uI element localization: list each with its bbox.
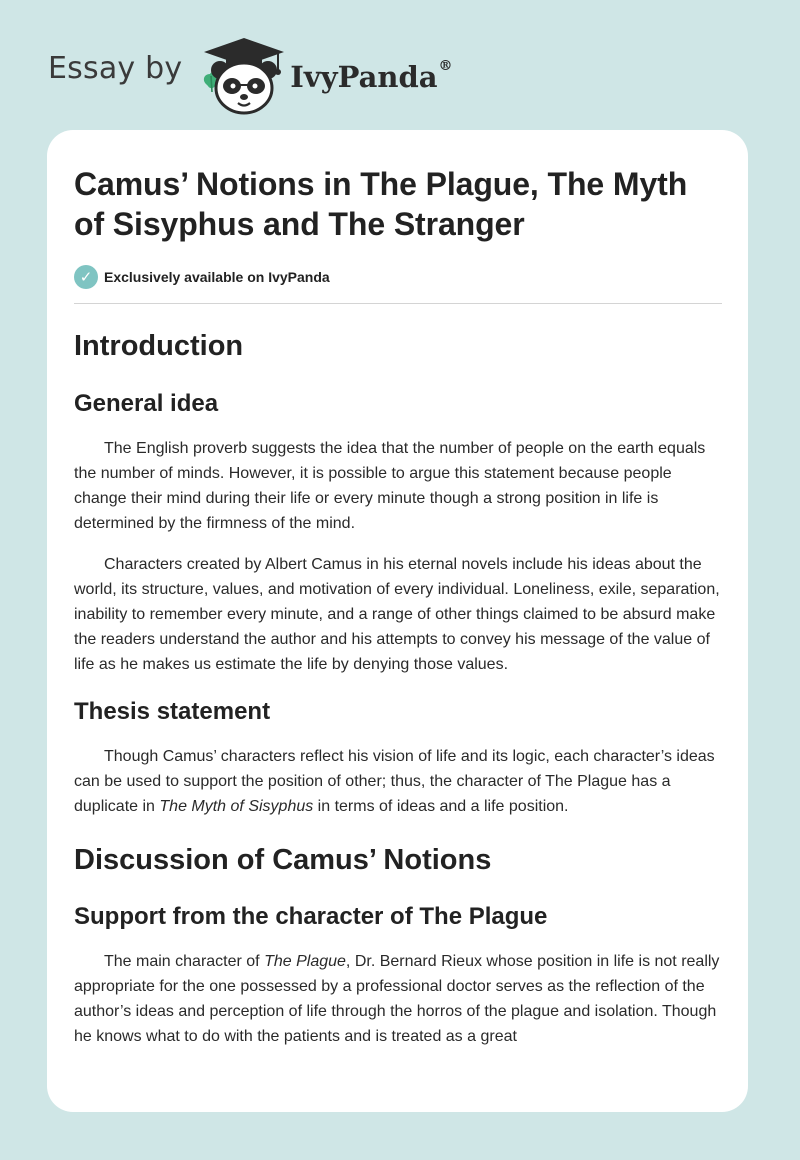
heading-introduction: Introduction bbox=[74, 330, 244, 362]
heading-support-plague: Support from the character of The Plague bbox=[74, 903, 548, 930]
exclusive-label: Exclusively available on IvyPanda bbox=[104, 269, 330, 285]
article-title: Camus’ Notions in The Plague, The Myth of Sisyphus and The Stranger bbox=[74, 166, 688, 242]
paragraph-2: Characters created by Albert Camus in his eternal novels include his ideas about the world, its structure, values, and motivation of every individual. Loneliness, exile, separation, inability to remember every minute, and a range of other things claimed to be absurd make the readers understand the author and his attempts to convey his message of the value of life as he makes us estimate the life by denying those values. bbox=[74, 556, 720, 673]
article-card bbox=[47, 130, 748, 1112]
heading-thesis-statement: Thesis statement bbox=[74, 698, 271, 725]
divider bbox=[74, 303, 722, 304]
brand-name[interactable]: IvyPanda® bbox=[290, 58, 453, 94]
site-header bbox=[48, 30, 548, 120]
paragraph-3: Though Camus’ characters reflect his vision of life and its logic, each character’s ideas can be used to support the position of other; thus, the character of The Plague has a duplicate in The Myth of Sisyphus in terms of ideas and a life position. bbox=[74, 748, 715, 815]
essay-by-label: Essay by bbox=[48, 50, 183, 86]
check-icon: ✓ bbox=[74, 265, 98, 289]
paragraph-4: The main character of The Plague, Dr. Bernard Rieux whose position in life is not really appropriate for the one possessed by a professional doctor serves as the reflection of the author’s ideas and perception of life through the horros of the plague and isolation. Though he knows what to do with the patients and is treated as a great bbox=[74, 953, 720, 1045]
paragraph-1: The English proverb suggests the idea that the number of people on the earth equals the number of minds. However, it is possible to argue this statement because people change their mind during their life or every minute though a strong position in life is determined by the firmness of the mind. bbox=[74, 440, 706, 532]
heading-general-idea: General idea bbox=[74, 390, 219, 417]
panda-graduate-logo-icon[interactable] bbox=[198, 36, 290, 116]
registered-mark: ® bbox=[438, 58, 453, 74]
exclusive-badge bbox=[74, 264, 722, 290]
heading-discussion: Discussion of Camus’ Notions bbox=[74, 844, 492, 876]
